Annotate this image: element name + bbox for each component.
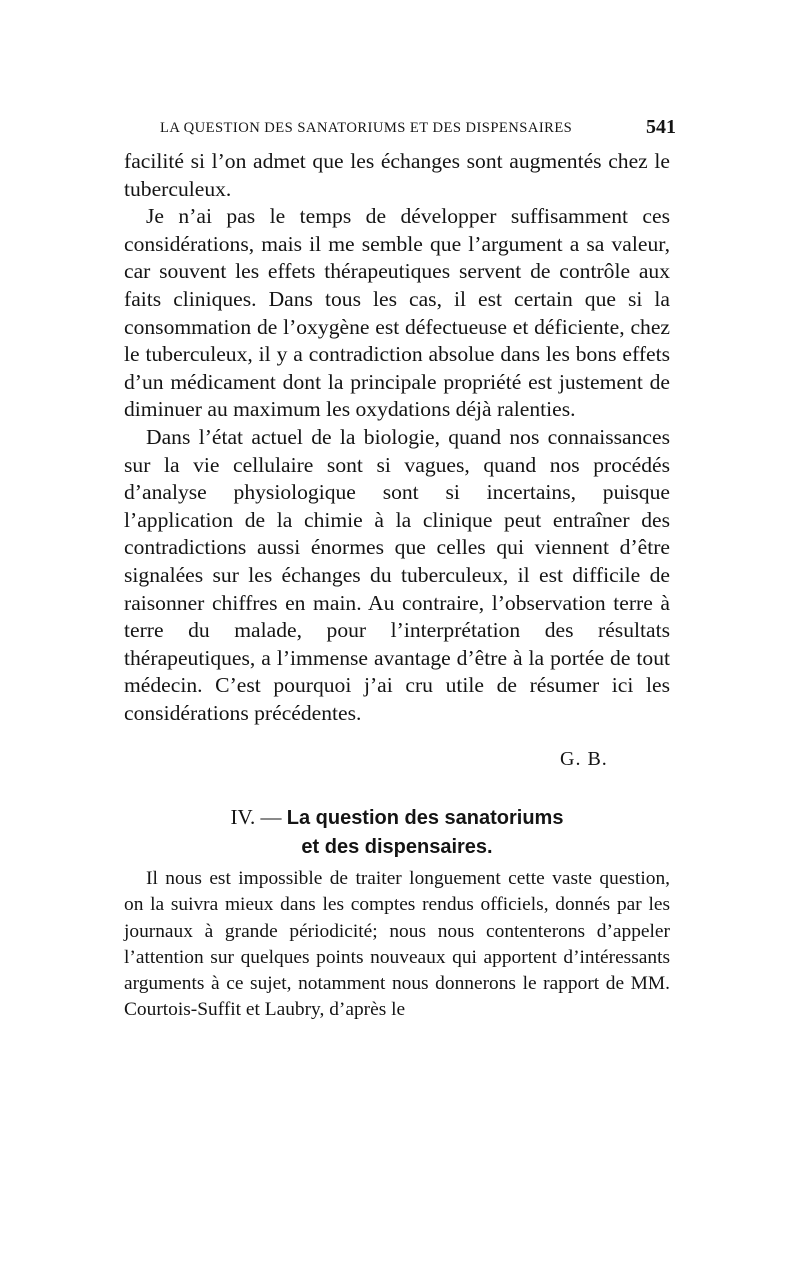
section-title-part-1: La question des sanatoriums <box>286 807 564 829</box>
section-body <box>124 866 670 1024</box>
section-paragraph: Il nous est impossible de traiter longuement cette vaste question, on la suivra mieux dans les comptes rendus officiels, donnés par les journaux à grande périodicité; nous nous contenterons d’appeler l’attention sur quelques points nouveaux qui apportent d’intéressants arguments à ce sujet, notamment nous donnerons le rapport de MM. Courtois-Suffit et Laubry, d’après le <box>124 868 670 1021</box>
paragraph-continuation: facilité si l’on admet que les échanges sont augmentés chez le tuberculeux. <box>124 149 670 201</box>
section-number: IV. — <box>230 805 282 829</box>
page-number: 541 <box>646 116 676 138</box>
section-heading <box>124 803 670 862</box>
paragraph-considerations: Je n’ai pas le temps de développer suffisamment ces considérations, mais il me semble que l’argument a sa valeur, car souvent les effets thérapeutiques servent de contrôle aux faits cliniques. Dans tous les cas, il est certain que si la consommation de l’oxygène est défectueuse et déficiente, chez le tuberculeux, il y a contradiction absolue dans les bons effets d’un médicament dont la principale propriété est justement de diminuer au maximum les oxydations déjà ralenties. <box>124 204 670 422</box>
paragraph-biologie: Dans l’état actuel de la biologie, quand nos connaissances sur la vie cellulaire sont si vagues, quand nos procédés d’analyse physiologique sont si incertains, puisque l’application de la chimie à la clinique peut entraîner des contradictions aussi énormes que celles qui viennent d’être signalées sur les échanges du tuberculeux, il est difficile de raisonner chiffres en main. Au contraire, l’observation terre à terre du malade, pour l’interprétation des résultats thérapeutiques, a l’immense avantage d’être à la portée de tout médecin. C’est pourquoi j’ai cru utile de résumer ici les considérations précédentes. <box>124 424 670 725</box>
running-title: LA QUESTION DES SANATORIUMS ET DES DISPENSAIRES <box>160 120 573 136</box>
section-heading-line-1 <box>124 803 670 833</box>
main-text-body <box>124 148 670 727</box>
section-title-part-2: et des dispensaires. <box>301 836 493 858</box>
running-head <box>160 116 676 140</box>
author-signature: G. B. <box>560 748 608 770</box>
